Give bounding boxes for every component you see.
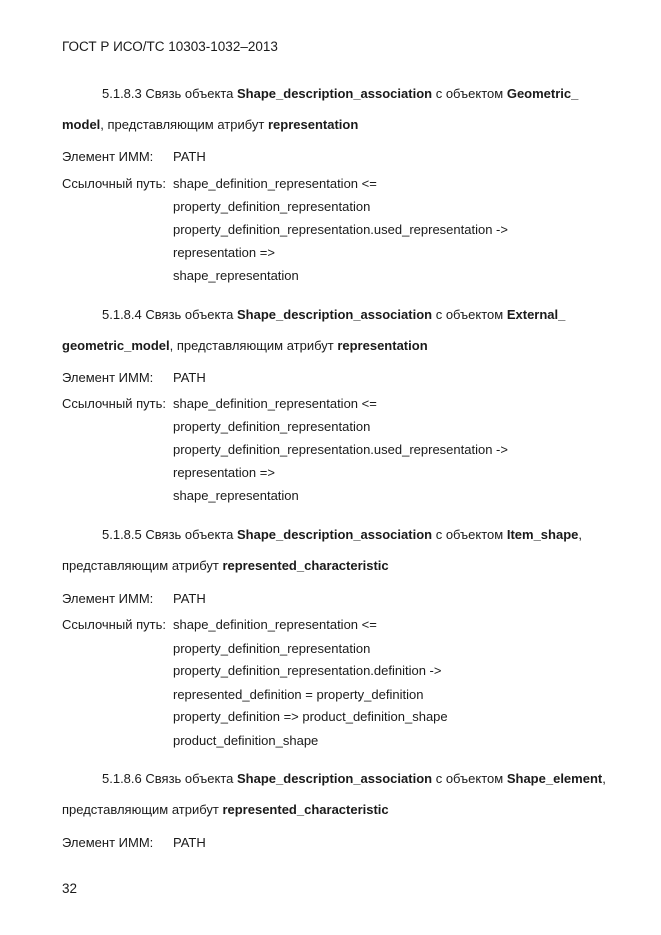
section-heading-5-1-8-5 (102, 528, 582, 541)
path-line: property_definition_representation.definition -> (173, 663, 442, 678)
heading-text: с объектом (432, 307, 507, 322)
path-line: shape_definition_representation <= (173, 396, 377, 411)
heading-target-entity-cont: model (62, 117, 101, 132)
section-heading-continuation (62, 339, 428, 352)
path-line: property_definition => product_definition_shape (173, 709, 448, 724)
element-label: Элемент ИММ: (62, 835, 154, 850)
heading-text: , представляющим атрибут (100, 117, 268, 132)
heading-text: , (602, 771, 606, 786)
heading-text: Связь объекта (145, 771, 238, 786)
heading-target-entity: Geometric_ (506, 86, 579, 101)
section-heading-5-1-8-6 (102, 772, 606, 785)
section-number: 5.1.8.5 (102, 527, 142, 542)
section-heading-5-1-8-3 (102, 87, 578, 100)
element-value: PATH (173, 835, 206, 850)
heading-attribute: represented_characteristic (222, 558, 389, 573)
path-line: property_definition_representation (173, 199, 371, 214)
path-line: property_definition_representation.used_representation -> (173, 442, 508, 457)
page-header: ГОСТ Р ИСО/ТС 10303-1032–2013 (62, 39, 278, 54)
heading-target-entity-cont: geometric_model (62, 338, 170, 353)
path-line: represented_definition = property_definition (173, 687, 424, 702)
heading-text: , (578, 527, 583, 542)
reference-path-label: Ссылочный путь: (62, 617, 166, 632)
heading-text: Связь объекта (145, 307, 238, 322)
section-number: 5.1.8.6 (102, 771, 142, 786)
heading-attribute: representation (337, 338, 428, 353)
heading-target-entity: Item_shape (506, 527, 579, 542)
path-line: shape_representation (173, 488, 299, 503)
element-value: PATH (173, 591, 206, 606)
heading-entity: Shape_description_association (237, 86, 433, 101)
element-label: Элемент ИММ: (62, 149, 154, 164)
path-line: property_definition_representation (173, 641, 371, 656)
heading-text: , представляющим атрибут (169, 338, 338, 353)
element-value: PATH (173, 149, 206, 164)
reference-path-label: Ссылочный путь: (62, 176, 166, 191)
heading-target-entity: External_ (506, 307, 566, 322)
section-heading-continuation (62, 118, 358, 131)
heading-text: с объектом (432, 86, 507, 101)
heading-target-entity: Shape_element (506, 771, 603, 786)
path-line: representation => (173, 465, 275, 480)
path-line: representation => (173, 245, 275, 260)
heading-text: Связь объекта (145, 86, 238, 101)
section-heading-continuation (62, 803, 389, 816)
heading-text: с объектом (432, 527, 507, 542)
heading-attribute: representation (267, 117, 359, 132)
heading-entity: Shape_description_association (237, 527, 433, 542)
path-line: product_definition_shape (173, 733, 319, 748)
heading-text: Связь объекта (145, 527, 238, 542)
path-line: shape_definition_representation <= (173, 176, 377, 191)
path-line: property_definition_representation.used_representation -> (173, 222, 508, 237)
element-value: PATH (173, 370, 206, 385)
heading-text: представляющим атрибут (62, 558, 223, 573)
section-number: 5.1.8.3 (102, 86, 142, 101)
section-heading-continuation (62, 559, 389, 572)
page-number: 32 (62, 881, 78, 896)
heading-attribute: represented_characteristic (222, 802, 389, 817)
path-line: shape_definition_representation <= (173, 617, 377, 632)
section-number: 5.1.8.4 (102, 307, 142, 322)
heading-text: с объектом (432, 771, 507, 786)
heading-entity: Shape_description_association (237, 771, 433, 786)
heading-text: представляющим атрибут (62, 802, 223, 817)
path-line: shape_representation (173, 268, 299, 283)
heading-entity: Shape_description_association (237, 307, 433, 322)
section-heading-5-1-8-4 (102, 308, 565, 321)
element-label: Элемент ИММ: (62, 370, 154, 385)
path-line: property_definition_representation (173, 419, 371, 434)
element-label: Элемент ИММ: (62, 591, 154, 606)
reference-path-label: Ссылочный путь: (62, 396, 166, 411)
